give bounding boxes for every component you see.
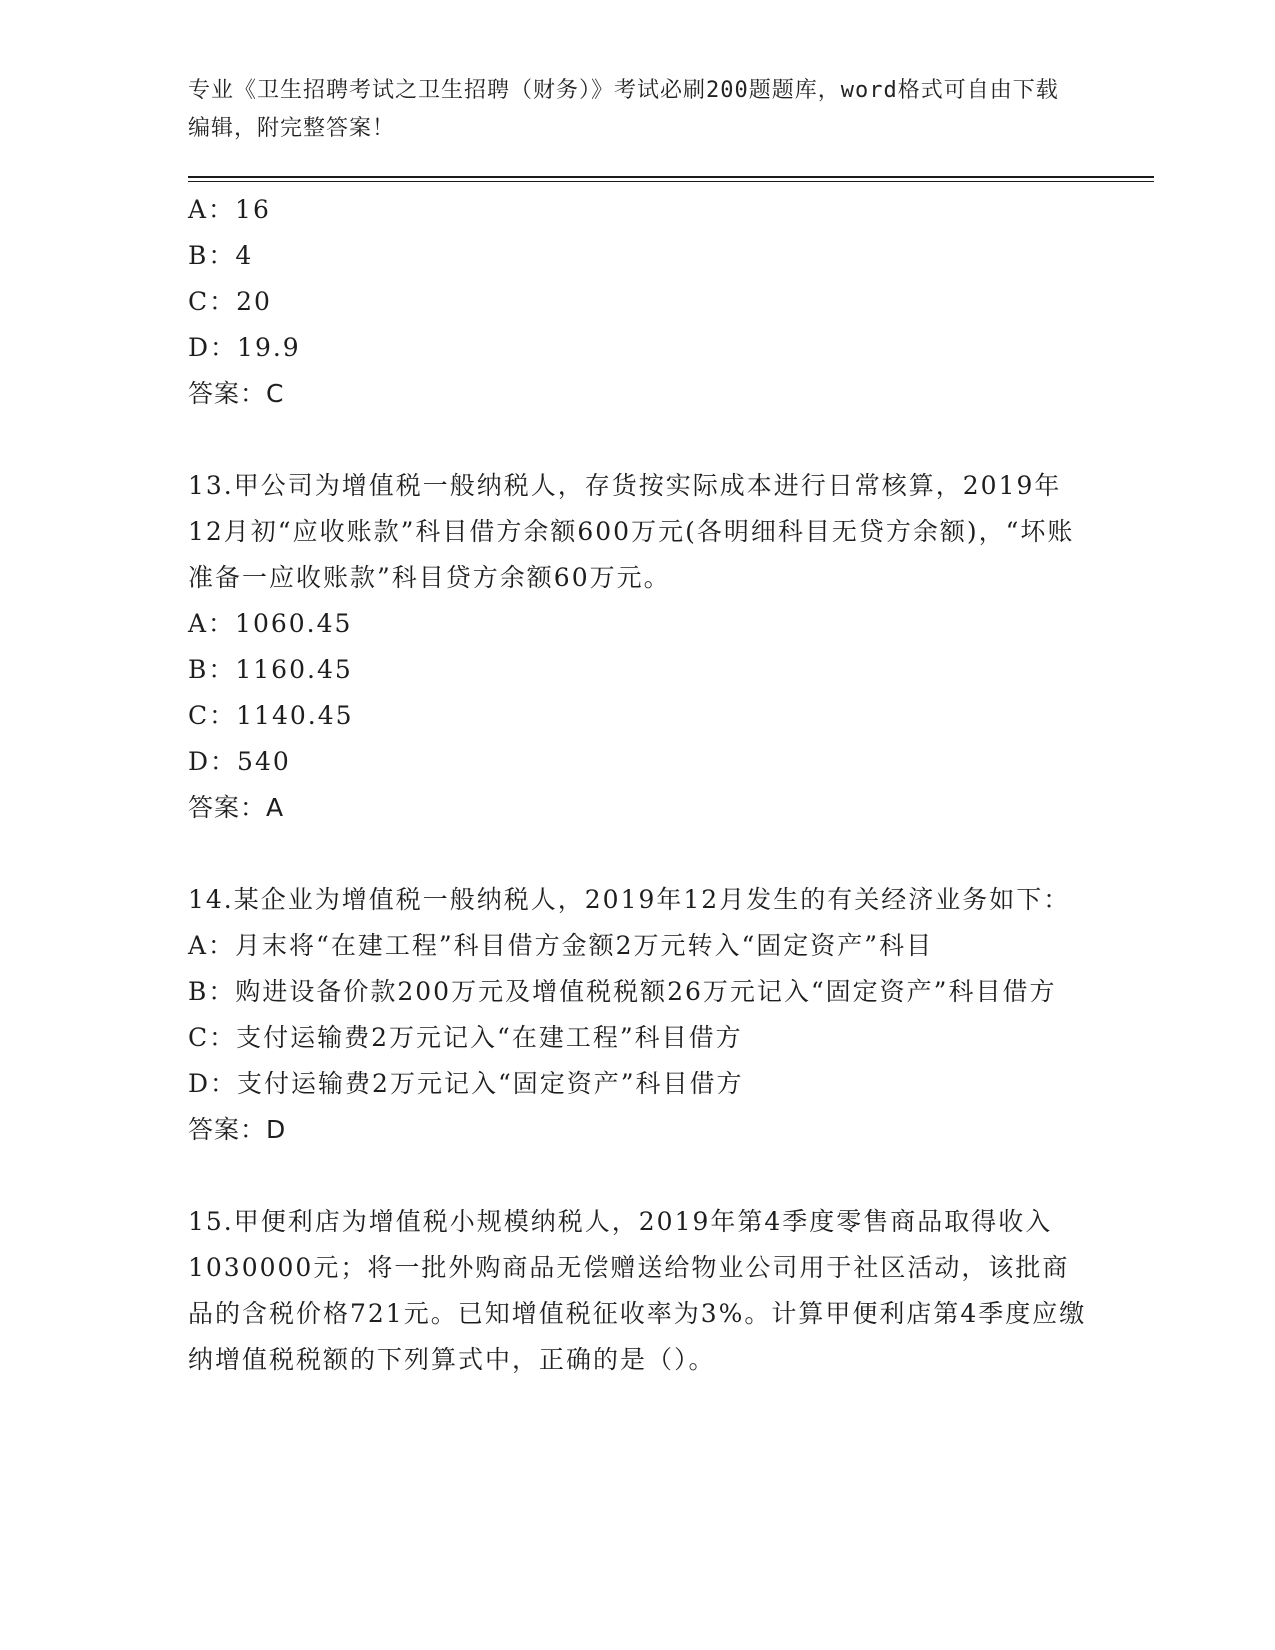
question-stem: 15.甲便利店为增值税小规模纳税人，2019年第4季度零售商品取得收入1030000元；将一批外购商品无偿赠送给物业公司用于社区活动，该批商品的含税价格721元。已知增值税征收率为3%。计算甲便利店第4季度应缴纳增值税税额的下列算式中，正确的是（）。	[188, 1207, 1087, 1374]
question-15	[188, 1199, 1088, 1383]
option-b: B：4	[188, 241, 254, 270]
question-12	[188, 187, 1088, 417]
spacer	[188, 417, 1088, 463]
option-d: D：19.9	[188, 333, 301, 362]
option-c: C：20	[188, 287, 272, 316]
document-header-title: 专业《卫生招聘考试之卫生招聘（财务）》考试必刷200题题库，word格式可自由下载编辑，附完整答案！	[188, 78, 1059, 141]
option-c: C：支付运输费2万元记入“在建工程”科目借方	[188, 1023, 743, 1052]
option-b: B：购进设备价款200万元及增值税税额26万元记入“固定资产”科目借方	[188, 977, 1057, 1006]
answer-line: 答案：A	[188, 793, 285, 822]
document-body	[188, 187, 1088, 1383]
option-c: C：1140.45	[188, 701, 354, 730]
option-d: D：支付运输费2万元记入“固定资产”科目借方	[188, 1069, 744, 1098]
option-a: A：16	[188, 195, 271, 224]
option-d: D：540	[188, 747, 291, 776]
option-a: A：月末将“在建工程”科目借方金额2万元转入“固定资产”科目	[188, 931, 934, 960]
header-divider-thin	[188, 181, 1154, 182]
option-b: B：1160.45	[188, 655, 353, 684]
option-a: A：1060.45	[188, 609, 353, 638]
answer-line: 答案：D	[188, 1115, 287, 1144]
question-13	[188, 463, 1088, 831]
spacer	[188, 831, 1088, 877]
answer-line: 答案：C	[188, 379, 285, 408]
question-stem: 14.某企业为增值税一般纳税人，2019年12月发生的有关经济业务如下：	[188, 885, 1071, 914]
spacer	[188, 1153, 1088, 1199]
question-14	[188, 877, 1088, 1153]
header-divider-thick	[188, 176, 1154, 178]
question-stem: 13.甲公司为增值税一般纳税人，存货按实际成本进行日常核算，2019年12月初“应收账款”科目借方余额600万元(各明细科目无贷方余额)，“坏账准备一应收账款”科目贷方余额60万元。	[188, 471, 1075, 592]
